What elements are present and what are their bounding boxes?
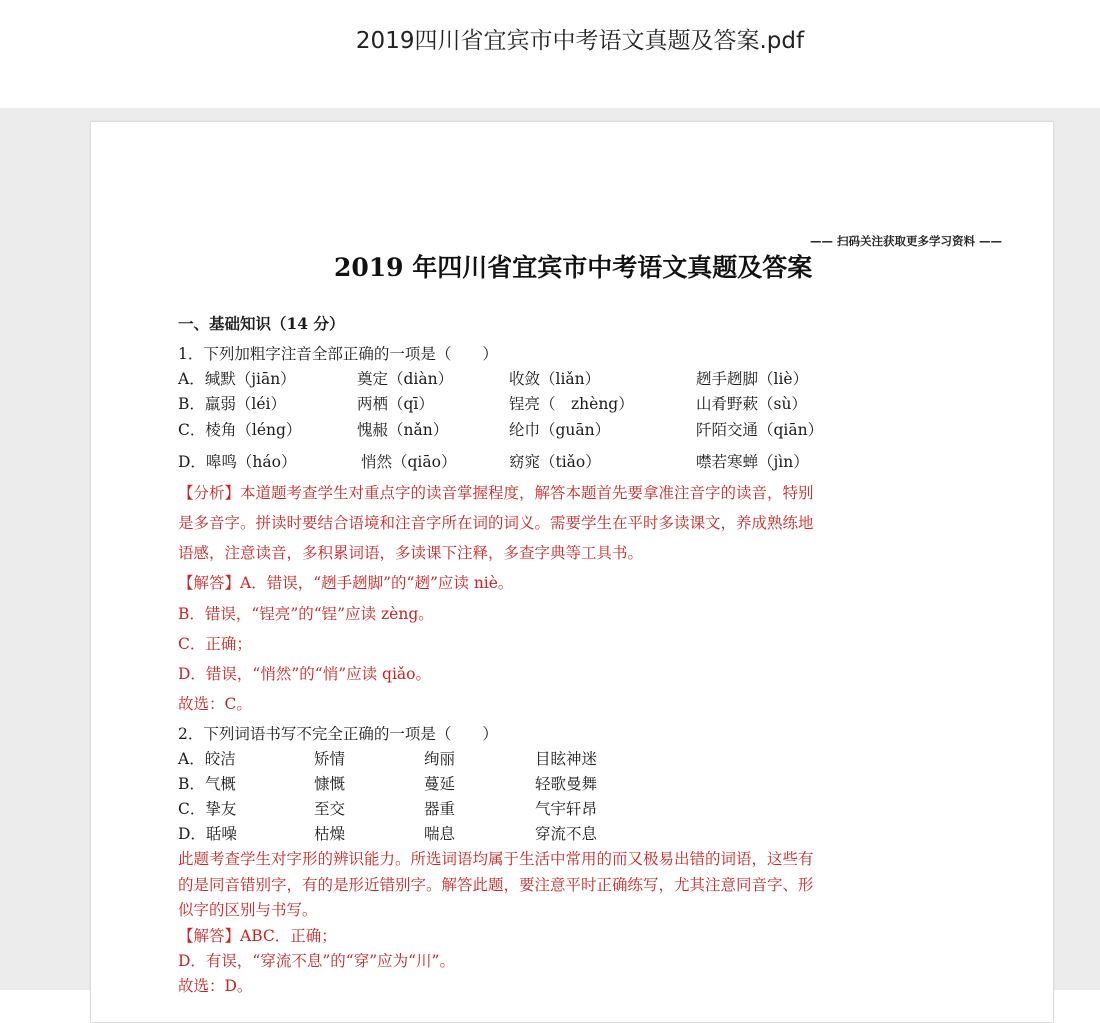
q1-option-c2: 愧赧（nǎn） xyxy=(357,421,449,439)
q1-option-c3: 纶巾（guān） xyxy=(509,421,611,439)
q1-option-d4: 噤若寒蝉（jìn） xyxy=(696,453,809,471)
q2-stem: 2．下列词语书写不完全正确的一项是（ ） xyxy=(178,725,498,743)
q2-option-d1: D．聒噪 xyxy=(178,825,237,843)
q1-option-c4: 阡陌交通（qiān） xyxy=(696,421,824,439)
q2-option-c3: 器重 xyxy=(424,800,456,818)
q2-option-a4: 目眩神迷 xyxy=(535,750,598,768)
q1-stem: 1．下列加粗字注音全部正确的一项是（ ） xyxy=(178,345,498,363)
q2-analysis-line: 似字的区别与书写。 xyxy=(178,901,318,919)
q2-answer-line: 【解答】ABC．正确； xyxy=(178,927,337,945)
q1-option-d3: 窈窕（tiǎo） xyxy=(509,453,601,471)
q1-option-d1: D．嗥鸣（háo） xyxy=(178,453,297,471)
q1-option-c1: C．棱角（léng） xyxy=(178,421,302,439)
q2-option-b4: 轻歌曼舞 xyxy=(535,775,598,793)
scan-note: —— 扫码关注获取更多学习资料 —— xyxy=(810,234,1003,248)
q2-option-c2: 至交 xyxy=(314,800,346,818)
q2-option-c4: 气宇轩昂 xyxy=(535,800,598,818)
q2-option-a3: 绚丽 xyxy=(424,750,456,768)
q2-option-b1: B．气概 xyxy=(178,775,236,793)
q1-answer-line: D．错误，“悄然”的“悄”应读 qiǎo。 xyxy=(178,665,432,683)
q1-option-a2: 奠定（diàn） xyxy=(357,370,454,388)
q2-option-d2: 枯燥 xyxy=(314,825,346,843)
q1-option-b3: 锃亮（ zhèng） xyxy=(509,395,634,413)
q1-answer-line: 故选：C。 xyxy=(178,695,252,713)
q1-answer-line: 【解答】A．错误，“趔手趔脚”的“趔”应读 niè。 xyxy=(178,574,514,592)
q1-answer-line: C．正确； xyxy=(178,635,252,653)
q2-option-a2: 矫情 xyxy=(314,750,346,768)
q1-option-b1: B．羸弱（léi） xyxy=(178,395,286,413)
q1-option-a4: 趔手趔脚（liè） xyxy=(696,370,809,388)
q2-analysis-line: 的是同音错别字，有的是形近错别字。解答此题，要注意平时正确练写，尤其注意同音字、形 xyxy=(178,876,814,894)
q2-answer-line: D．有误，“穿流不息”的“穿”应为“川”。 xyxy=(178,952,455,970)
viewer-header xyxy=(0,0,1100,108)
q1-option-b4: 山肴野蔌（sù） xyxy=(696,395,807,413)
q1-analysis-line: 语感，注意读音，多积累词语，多读课下注释，多查字典等工具书。 xyxy=(178,544,644,562)
q2-option-d4: 穿流不息 xyxy=(535,825,598,843)
q2-option-d3: 喘息 xyxy=(424,825,456,843)
q1-analysis-line: 【分析】本道题考查学生对重点字的读音掌握程度，解答本题首先要拿准注音字的读音，特别 xyxy=(178,484,814,502)
q2-analysis-line: 此题考查学生对字形的辨识能力。所选词语均属于生活中常用的而又极易出错的词语，这些有 xyxy=(178,850,814,868)
q2-option-c1: C．挚友 xyxy=(178,800,237,818)
q2-option-b2: 慷慨 xyxy=(314,775,346,793)
q2-option-a1: A．皎洁 xyxy=(178,750,236,768)
file-title: 2019四川省宜宾市中考语文真题及答案.pdf xyxy=(355,28,805,54)
section-heading: 一、基础知识（14 分） xyxy=(178,314,345,333)
q2-option-b3: 蔓延 xyxy=(424,775,456,793)
document-title: 2019 年四川省宜宾市中考语文真题及答案 xyxy=(334,253,813,282)
q1-option-d2: 悄然（qiāo） xyxy=(361,453,457,471)
q1-answer-line: B．错误，“锃亮”的“锃”应读 zèng。 xyxy=(178,605,434,623)
q1-option-b2: 两栖（qī） xyxy=(357,395,434,413)
q1-option-a1: A．缄默（jiān） xyxy=(178,370,296,388)
q1-analysis-line: 是多音字。拼读时要结合语境和注音字所在词的词义。需要学生在平时多读课文，养成熟练地 xyxy=(178,514,814,532)
q1-option-a3: 收敛（liǎn） xyxy=(509,370,601,388)
q2-answer-line: 故选：D。 xyxy=(178,977,253,995)
